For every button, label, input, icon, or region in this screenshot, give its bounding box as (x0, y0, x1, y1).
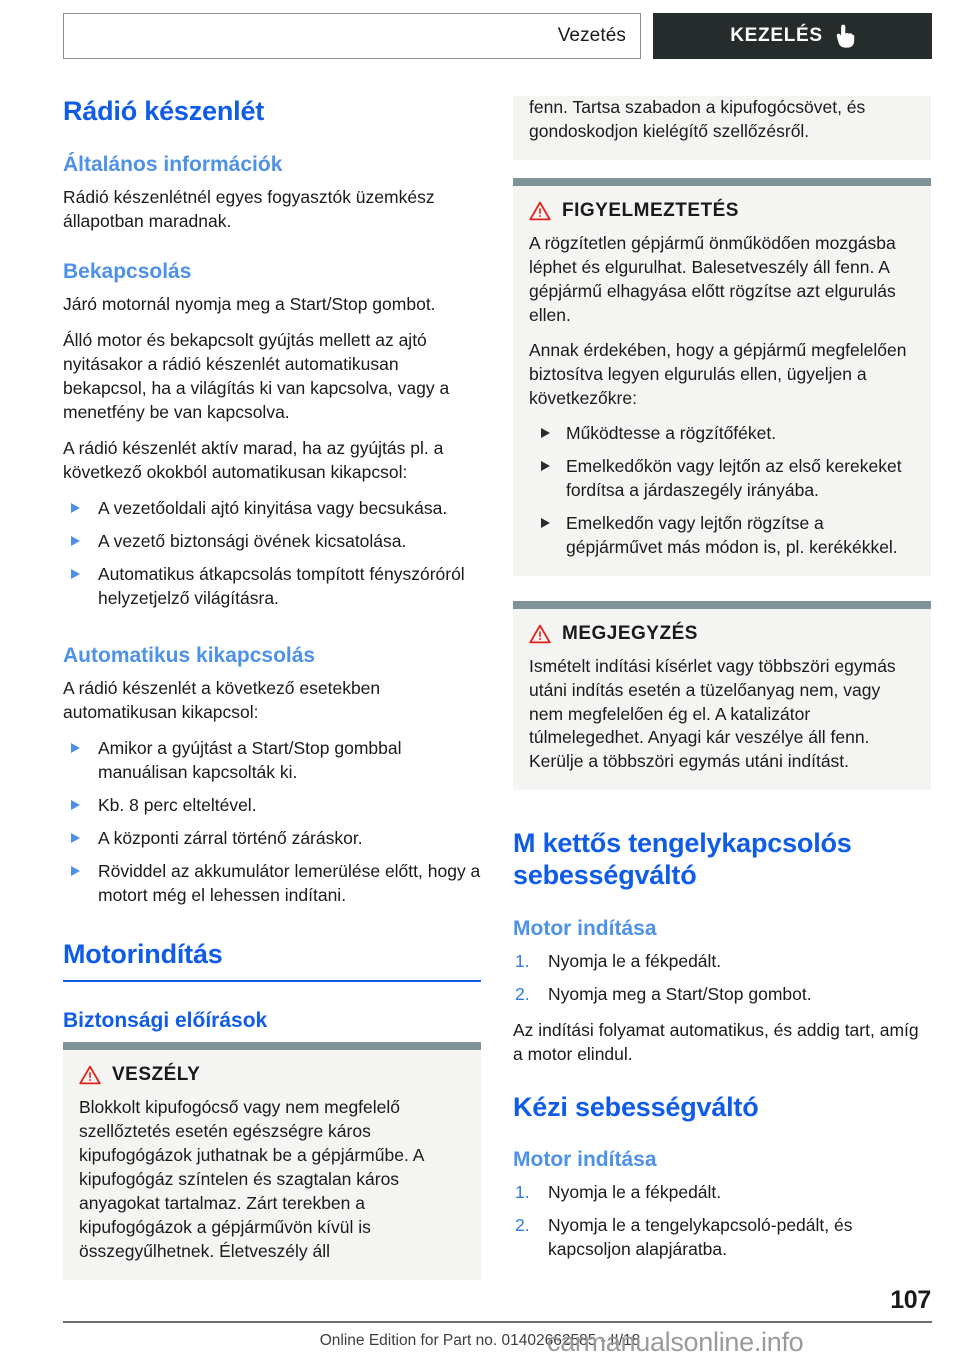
paragraph: Álló motor és bekapcsolt gyújtás mellett az ajtó nyitásakor a rádió készenlét automatikusan bekapcsol, ha a világítás ki van kapcsolva, vagy a menetfény be van kapcsolva. (63, 329, 450, 422)
list-item-text: Nyomja meg a Start/Stop gombot. (548, 983, 812, 1004)
paragraph: Járó motornál nyomja meg a Start/Stop gombot. (63, 293, 436, 314)
list-item (63, 827, 481, 851)
warning-box-text: Annak érdekében, hogy a gépjármű megfelelően biztosítva legyen elgurulás ellen, ügyeljen a következőkre: (529, 339, 907, 408)
chapter-title-dual-clutch: M kettős tengelykapcsolós sebességváltó (513, 828, 852, 890)
note-box-title-text: MEGJEGYZÉS (562, 622, 698, 644)
footer-edition-line: Online Edition for Part no. 01402662585 - II/18 (319, 1332, 641, 1349)
note-box-title (529, 623, 915, 645)
triangle-bullet-icon (71, 743, 80, 753)
numbered-list (513, 1181, 931, 1262)
paragraph: A rádió készenlét a következő esetekben automatikusan kikapcsol: (63, 677, 381, 722)
warning-box-text: A rögzítetlen gépjármű önműködően mozgásba léphet és elgurulhat. Balesetveszély áll fenn. A gépjármű elhagyása előtt rögzítse azt elgurulás ellen. (529, 232, 896, 325)
triangle-bullet-icon (71, 503, 80, 513)
pointing-hand-icon (836, 24, 855, 48)
list-item (529, 422, 915, 446)
danger-box-continuation-text: fenn. Tartsa szabadon a kipufogócsövet, és gondoskodjon kielégítő szellőzésről. (529, 97, 866, 141)
footer-divider (63, 1321, 932, 1323)
danger-box-text: Blokkolt kipufogócső vagy nem megfelelő szellőztetés esetén egészségre káros kipufogógázok juthatnak be a gépjárműbe. A kipufogógáz színtelen és szagtalan káros anyagokat tartalmaz. Zárt terekben a kipufogógázok a gépjárművön kívül is összegyűlhetnek. Életveszély áll (79, 1097, 424, 1262)
triangle-bullet-icon (71, 866, 80, 876)
list-item-text: Emelkedőkön vagy lejtőn az első kerekeket fordítsa a járdaszegély irányába. (566, 455, 902, 500)
list-item-text: Automatikus átkapcsolás tompított fényszóróról helyzetjelző világításra. (98, 563, 465, 608)
spacer (63, 623, 481, 643)
list-item (63, 737, 481, 785)
header-tab-vezetes[interactable] (63, 13, 641, 59)
list-item (63, 497, 481, 521)
list-item (63, 530, 481, 554)
triangle-bullet-icon (71, 833, 80, 843)
note-box-text: Ismételt indítási kísérlet vagy többszöri egymás utáni indítás esetén a tüzelőanyag nem, vagy nem megfelelően ég el. A katalizátor túlmelegedhet. Anyagi kár veszélye áll fenn. Kerülje a többszöri egymás utáni indítást. (529, 655, 896, 772)
danger-box (63, 1042, 481, 1280)
list-item-text: Kb. 8 perc elteltével. (98, 794, 257, 815)
spacer (513, 594, 931, 601)
triangle-bullet-icon (541, 428, 550, 438)
triangle-bullet-icon (71, 536, 80, 546)
list-item-text: Működtesse a rögzítőféket. (566, 422, 777, 443)
section-heading-automatic-switch-off: Automatikus kikapcsolás (63, 643, 316, 667)
triangle-bullet-icon (71, 800, 80, 810)
list-item (513, 1214, 931, 1262)
spacer (63, 246, 481, 259)
warning-triangle-icon (79, 1065, 101, 1085)
section-heading-switching-on: Bekapcsolás (63, 259, 192, 283)
list-number: 1. (515, 1182, 530, 1203)
list-item-text: Nyomja le a fékpedált. (548, 1182, 722, 1203)
paragraph: A rádió készenlét aktív marad, ha az gyújtás pl. a következő okokból automatikusan kikapcsol: (63, 437, 444, 482)
paragraph: Az indítási folyamat automatikus, és addig tart, amíg a motor elindul. (513, 1019, 919, 1064)
bullet-list (529, 422, 915, 560)
warning-box-title (529, 200, 915, 222)
list-item-text: A központi zárral történő záráskor. (98, 827, 363, 848)
page-header (63, 13, 932, 61)
list-item (513, 983, 931, 1007)
bullet-list (63, 497, 481, 611)
chapter-title-engine-start: Motorindítás (63, 939, 481, 982)
triangle-bullet-icon (541, 461, 550, 471)
list-item-text: Emelkedőn vagy lejtőn rögzítse a gépjárművet más módon is, pl. kerékékkel. (566, 512, 898, 557)
list-item-text: Amikor a gyújtást a Start/Stop gombbal manuálisan kapcsolták ki. (98, 737, 402, 782)
bullet-list (63, 737, 481, 908)
list-item-text: Röviddel az akkumulátor lemerülése előtt, hogy a motort még el lehessen indítani. (98, 860, 481, 905)
numbered-list (513, 950, 931, 1007)
spacer (513, 1079, 931, 1092)
header-tab-kezeles[interactable] (653, 13, 932, 59)
list-item (63, 794, 481, 818)
list-item (529, 455, 915, 503)
chapter-title-manual-gearbox: Kézi sebességváltó (513, 1091, 759, 1122)
warning-triangle-icon (529, 201, 551, 221)
warning-box (513, 178, 931, 576)
list-item-text: Nyomja le a fékpedált. (548, 950, 722, 971)
warning-triangle-icon (529, 624, 551, 644)
section-heading-safety-rules: Biztonsági előírások (63, 1009, 268, 1033)
page-number: 107 (890, 1286, 931, 1314)
section-heading-engine-start-dct: Motor indítása (513, 916, 657, 940)
list-item (513, 1181, 931, 1205)
triangle-bullet-icon (541, 518, 550, 528)
header-tab-kezeles-label: KEZELÉS (730, 25, 823, 46)
list-item (63, 860, 481, 908)
list-number: 2. (515, 1215, 530, 1236)
list-item (513, 950, 931, 974)
warning-box-title-text: FIGYELMEZTETÉS (562, 199, 739, 221)
header-tab-vezetes-label: Vezetés (557, 25, 626, 46)
note-box (513, 601, 931, 791)
list-item (63, 563, 481, 611)
list-number: 2. (515, 983, 530, 1004)
section-heading-engine-start-manual: Motor indítása (513, 1148, 657, 1172)
section-heading-general-info: Általános információk (63, 152, 283, 176)
left-column (63, 96, 481, 1298)
spacer (63, 919, 481, 939)
paragraph: Rádió készenlétnél egyes fogyasztók üzemkész állapotban maradnak. (63, 186, 435, 231)
list-item-text: A vezetőoldali ajtó kinyitása vagy becsukása. (98, 497, 448, 518)
triangle-bullet-icon (71, 569, 80, 579)
right-column (513, 96, 931, 1274)
list-item-text: A vezető biztonsági övének kicsatolása. (98, 530, 407, 551)
spacer (513, 808, 931, 828)
list-item-text: Nyomja le a tengelykapcsoló-pedált, és kapcsoljon alapjáratba. (548, 1215, 853, 1260)
list-number: 1. (515, 950, 530, 971)
page-title: Rádió készenlét (63, 96, 265, 126)
list-item (529, 512, 915, 560)
danger-box-title (79, 1064, 465, 1086)
danger-box-continuation (513, 96, 931, 160)
danger-box-title-text: VESZÉLY (112, 1064, 201, 1086)
watermark: carmanualsonline.info (547, 1327, 804, 1357)
